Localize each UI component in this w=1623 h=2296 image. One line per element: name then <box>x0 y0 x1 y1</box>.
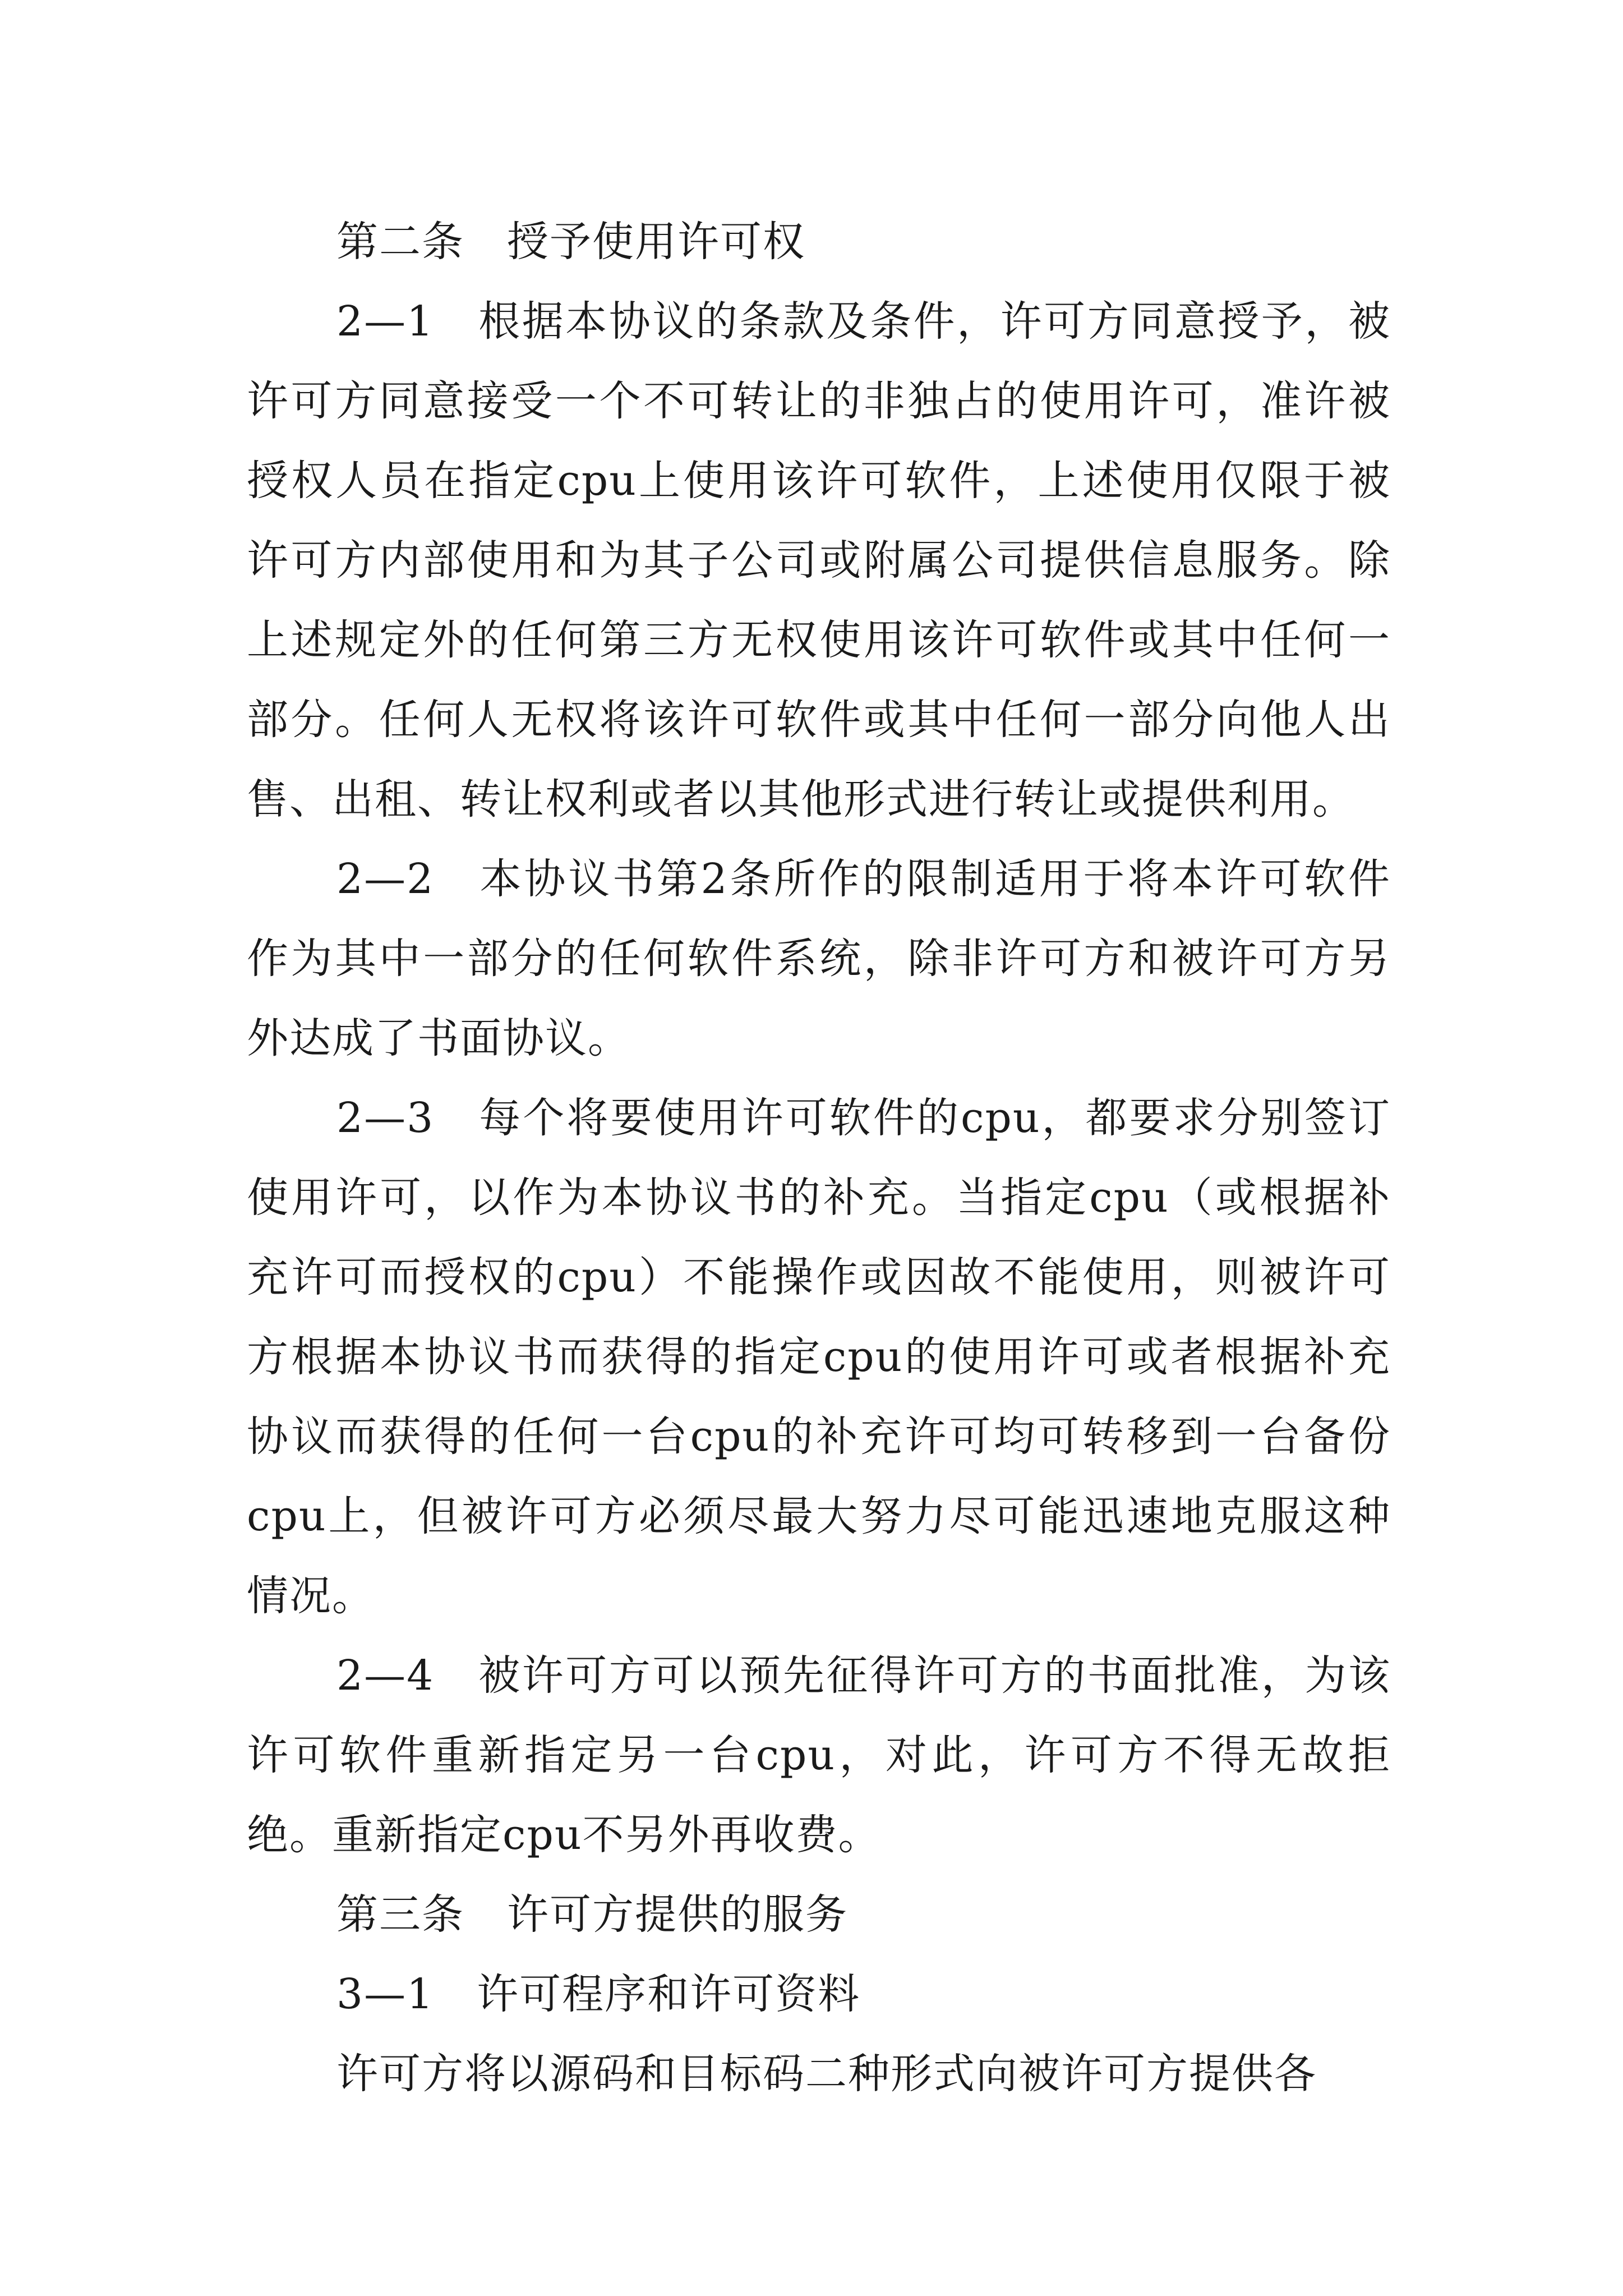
clause-3-1-heading: 3—1 许可程序和许可资料 <box>336 1970 861 2018</box>
document-body <box>247 202 1391 2114</box>
clause-2-3: 2—3 每个将要使用许可软件的cpu，都要求分别签订使用许可，以作为本协议书的补充。当指定cpu（或根据补充许可而授权的cpu）不能操作或因故不能使用，则被许可方根据本协议书而获得的指定cpu的使用许可或者根据补充协议而获得的任何一台cpu的补充许可均可转移到一台备份cpu上，但被许可方必须尽最大努力尽可能迅速地克服这种情况。 <box>247 1094 1391 1620</box>
clause-2-2: 2—2 本协议书第2条所作的限制适用于将本许可软件作为其中一部分的任何软件系统，除非许可方和被许可方另外达成了书面协议。 <box>247 855 1391 1062</box>
article-3-heading: 第三条 许可方提供的服务 <box>336 1890 848 1939</box>
clause-3-1-text: 许可方将以源码和目标码二种形式向被许可方提供各 <box>336 2050 1317 2098</box>
clause-2-4: 2—4 被许可方可以预先征得许可方的书面批准，为该许可软件重新指定另一台cpu，对此，许可方不得无故拒绝。重新指定cpu不另外再收费。 <box>247 1651 1391 1859</box>
clause-2-1: 2—1 根据本协议的条款及条件，许可方同意授予，被许可方同意接受一个不可转让的非独占的使用许可，准许被授权人员在指定cpu上使用该许可软件，上述使用仅限于被许可方内部使用和为其子公司或附属公司提供信息服务。除上述规定外的任何第三方无权使用该许可软件或其中任何一部分。任何人无权将该许可软件或其中任何一部分向他人出售、出租、转让权利或者以其他形式进行转让或提供利用。 <box>247 297 1391 823</box>
article-2-heading: 第二条 授予使用许可权 <box>336 218 805 266</box>
